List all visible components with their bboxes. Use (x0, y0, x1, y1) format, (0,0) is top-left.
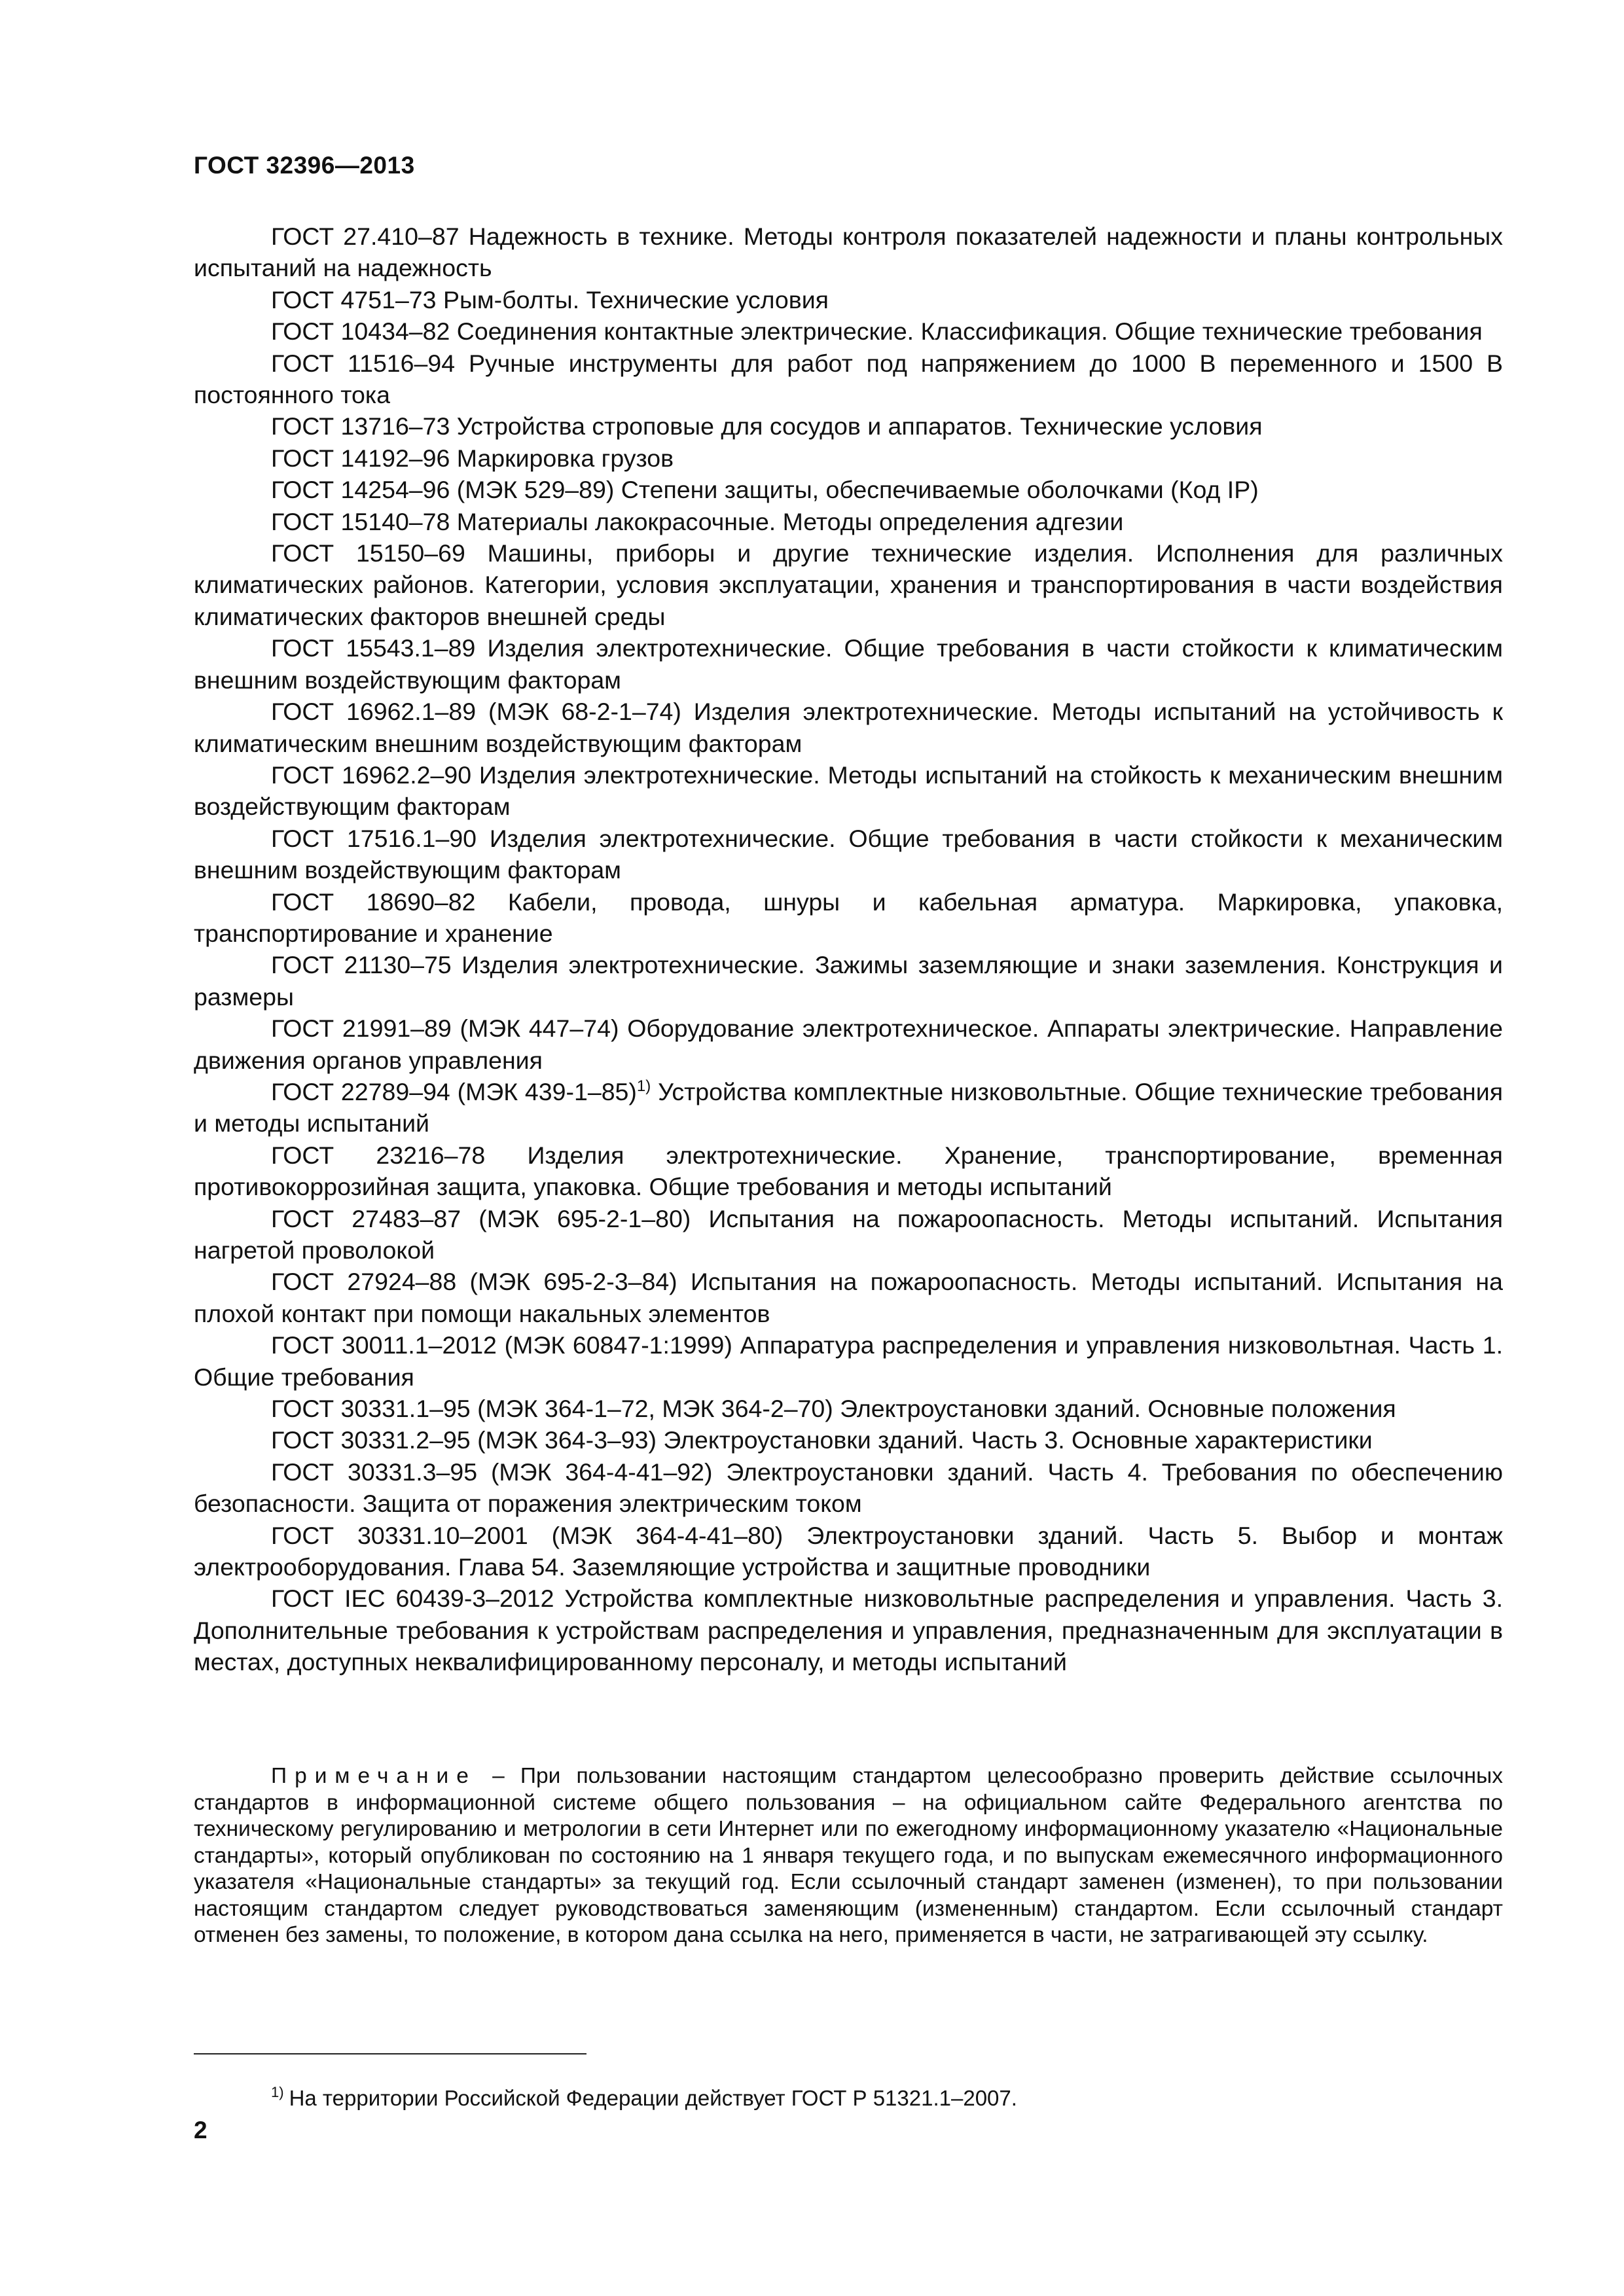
footnote-separator-line (194, 2053, 586, 2054)
reference-text-end: Устройства комплектные низковольтные. Общие технические требования и методы испытаний (194, 1077, 1503, 1138)
reference-item: ГОСТ 30331.3–95 (МЭК 364-4-41–92) Электроустановки зданий. Часть 4. Требования по обеспечению безопасности. Защита от поражения электрическим током (194, 1458, 1503, 1518)
reference-item: ГОСТ 14192–96 Маркировка грузов (271, 444, 674, 472)
footnote-text: На территории Российской Федерации действует ГОСТ Р 51321.1–2007. (289, 2086, 1017, 2110)
reference-item: ГОСТ 18690–82 Кабели, провода, шнуры и кабельная арматура. Маркировка, упаковка, транспортирование и хранение (194, 888, 1503, 947)
reference-item: ГОСТ 21130–75 Изделия электротехнические. Зажимы заземляющие и знаки заземления. Конструкция и размеры (194, 951, 1503, 1011)
reference-item: ГОСТ 15150–69 Машины, приборы и другие технические изделия. Исполнения для различных климатических районов. Категории, условия эксплуатации, хранения и транспортирования в части воздействия климатических факторов внешней среды (194, 539, 1503, 630)
page-number: 2 (194, 2117, 208, 2144)
reference-item: ГОСТ 15140–78 Материалы лакокрасочные. Методы определения адгезии (271, 507, 1124, 535)
reference-item: ГОСТ 30331.10–2001 (МЭК 364-4-41–80) Электроустановки зданий. Часть 5. Выбор и монтаж электрооборудования. Глава 54. Заземляющие устройства и защитные проводники (194, 1521, 1503, 1581)
reference-item: ГОСТ 16962.1–89 (МЭК 68-2-1–74) Изделия электротехнические. Методы испытаний на устойчивость к климатическим внешним воздействующим факторам (194, 698, 1503, 757)
reference-item: ГОСТ 13716–73 Устройства строповые для сосудов и аппаратов. Технические условия (271, 412, 1263, 440)
reference-item: ГОСТ 30011.1–2012 (МЭК 60847-1:1999) Аппаратура распределения и управления низковольтная. Часть 1. Общие требования (194, 1331, 1503, 1391)
normative-references-list (194, 221, 1503, 1678)
document-code-header: ГОСТ 32396—2013 (194, 152, 415, 179)
footnote-mark: 1) (271, 2084, 284, 2100)
reference-item-with-footnote (194, 1076, 1503, 1139)
reference-item: ГОСТ 4751–73 Рым-болты. Технические условия (271, 285, 829, 314)
reference-item: ГОСТ 16962.2–90 Изделия электротехнические. Методы испытаний на стойкость к механическим внешним воздействующим факторам (194, 761, 1503, 821)
reference-item: ГОСТ 23216–78 Изделия электротехнические. Хранение, транспортирование, временная противокоррозийная защита, упаковка. Общие требования и методы испытаний (194, 1141, 1503, 1201)
reference-item: ГОСТ 30331.1–95 (МЭК 364-1–72, МЭК 364-2–70) Электроустановки зданий. Основные положения (271, 1395, 1396, 1423)
reference-item: ГОСТ 14254–96 (МЭК 529–89) Степени защиты, обеспечиваемые оболочками (Код IP) (271, 476, 1259, 504)
reference-item: ГОСТ 15543.1–89 Изделия электротехнические. Общие требования в части стойкости к климатическим внешним воздействующим факторам (194, 634, 1503, 694)
reference-item: ГОСТ 27924–88 (МЭК 695-2-3–84) Испытания на пожароопасность. Методы испытаний. Испытания на плохой контакт при помощи накальных элементов (194, 1268, 1503, 1327)
reference-item: ГОСТ 27.410–87 Надежность в технике. Методы контроля показателей надежности и планы контрольных испытаний на надежность (194, 223, 1503, 282)
note-text: – При пользовании настоящим стандартом целесообразно проверить действие ссылочных стандартов в информационной системе общего пользования – на официальном сайте Федерального агентства по техническому регулированию и метрологии в сети Интернет или по ежегодному информационному указателю «Национальные стандарты», который опубликован по состоянию на 1 января текущего года, и по выпускам ежемесячного информационного указателя «Национальные стандарты» за текущий год. Если ссылочный стандарт заменен (изменен), то при пользовании настоящим стандартом следует руководствоваться заменяющим (измененным) стандартом. Если ссылочный стандарт отменен без замены, то положение, в котором дана ссылка на него, применяется в части, не затрагивающей эту ссылку. (194, 1764, 1503, 1947)
note-paragraph (194, 1763, 1503, 1949)
reference-item: ГОСТ 27483–87 (МЭК 695-2-1–80) Испытания на пожароопасность. Методы испытаний. Испытания нагретой проволокой (194, 1204, 1503, 1264)
reference-item: ГОСТ IEC 60439-3–2012 Устройства комплектные низковольтные распределения и управления. Часть 3. Дополнительные требования к устройствам распределения и управления, предназначенным для эксплуатации в местах, доступных неквалифицированному персоналу, и методы испытаний (194, 1585, 1503, 1676)
reference-text-start: ГОСТ 22789–94 (МЭК 439-1–85) (271, 1077, 637, 1105)
reference-item: ГОСТ 10434–82 Соединения контактные электрические. Классификация. Общие технические требования (271, 317, 1483, 346)
footnote (271, 2085, 1017, 2111)
reference-item: ГОСТ 30331.2–95 (МЭК 364-3–93) Электроустановки зданий. Часть 3. Основные характеристики (271, 1426, 1373, 1454)
reference-item: ГОСТ 17516.1–90 Изделия электротехнические. Общие требования в части стойкости к механическим внешним воздействующим факторам (194, 824, 1503, 884)
note-label: Примечание (271, 1764, 477, 1788)
reference-item: ГОСТ 21991–89 (МЭК 447–74) Оборудование электротехническое. Аппараты электрические. Направление движения органов управления (194, 1014, 1503, 1074)
footnote-marker: 1) (636, 1077, 651, 1095)
reference-item: ГОСТ 11516–94 Ручные инструменты для работ под напряжением до 1000 В переменного и 1500 В постоянного тока (194, 349, 1503, 409)
